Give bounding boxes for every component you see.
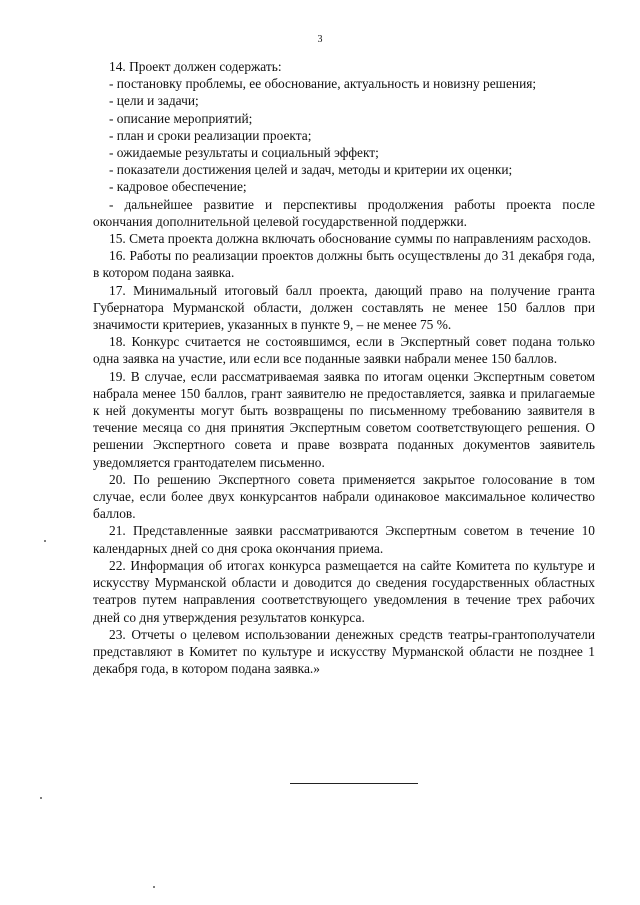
list-item-problem-statement: - постановку проблемы, ее обоснование, актуальность и новизну решения; — [109, 76, 537, 92]
list-item-plan: - план и сроки реализации проекта; — [109, 127, 312, 143]
paragraph-21: 21. Представленные заявки рассматриваются Экспертным советом в течение 10 календарных дней со дня срока окончания приема. — [93, 523, 595, 556]
list-item-goals: - цели и задачи; — [109, 93, 199, 109]
paragraph-18: 18. Конкурс считается не состоявшимся, если в Экспертный совет подана только одна заявка на участие, или если все поданные заявки набрали менее 150 баллов. — [93, 334, 595, 367]
scan-speck — [153, 886, 155, 888]
list-item-further-development: - дальнейшее развитие и перспективы продолжения работы проекта после окончания дополнительной целевой государственной поддержки. — [93, 196, 595, 229]
page-number: 3 — [317, 34, 323, 45]
paragraph-14-heading: 14. Проект должен содержать: — [109, 59, 282, 74]
paragraph-22: 22. Информация об итогах конкурса размещается на сайте Комитета по культуре и искусству Мурманской области и доводится до сведения государственных областных театров путем направления соответствующего уведомления в течение трех рабочих дней со дня утверждения результатов конкурса. — [93, 557, 595, 625]
paragraph-16: 16. Работы по реализации проектов должны быть осуществлены до 31 декабря года, в котором подана заявка. — [93, 248, 595, 281]
paragraph-23: 23. Отчеты о целевом использовании денежных средств театры-грантополучатели представляют в Комитет по культуре и искусству Мурманской области не позднее 1 декабря года, в котором подана заявка.» — [93, 626, 595, 677]
paragraph-19: 19. В случае, если рассматриваемая заявка по итогам оценки Экспертным советом набрала менее 150 баллов, грант заявителю не предоставляется, заявка и прилагаемые к ней документы могут быть возвращены по письменному требованию заявителя в течение месяца со дня принятия Экспертным советом соответствующего решения. О решении Экспертного совета и праве возврата поданных документов заявитель уведомляется грантодателем письменно. — [93, 368, 595, 470]
list-item-indicators: - показатели достижения целей и задач, методы и критерии их оценки; — [109, 162, 513, 178]
paragraph-20: 20. По решению Экспертного совета применяется закрытое голосование в том случае, если более двух конкурсантов набрали одинаковое максимальное количество баллов. — [93, 471, 595, 522]
scan-speck — [44, 540, 46, 542]
paragraph-17: 17. Минимальный итоговый балл проекта, дающий право на получение гранта Губернатора Мурманской области, должен составлять не менее 150 баллов при значимости критериев, указанных в пункте 9, – не менее 75 %. — [93, 282, 595, 333]
scan-speck — [40, 797, 42, 799]
list-item-results: - ожидаемые результаты и социальный эффект; — [109, 145, 379, 161]
document-body — [93, 58, 595, 677]
paragraph-15: 15. Смета проекта должна включать обоснование суммы по направлениям расходов. — [109, 231, 592, 247]
closing-separator-line — [290, 783, 418, 784]
list-item-activities: - описание мероприятий; — [109, 110, 253, 126]
list-item-staffing: - кадровое обеспечение; — [109, 179, 247, 195]
